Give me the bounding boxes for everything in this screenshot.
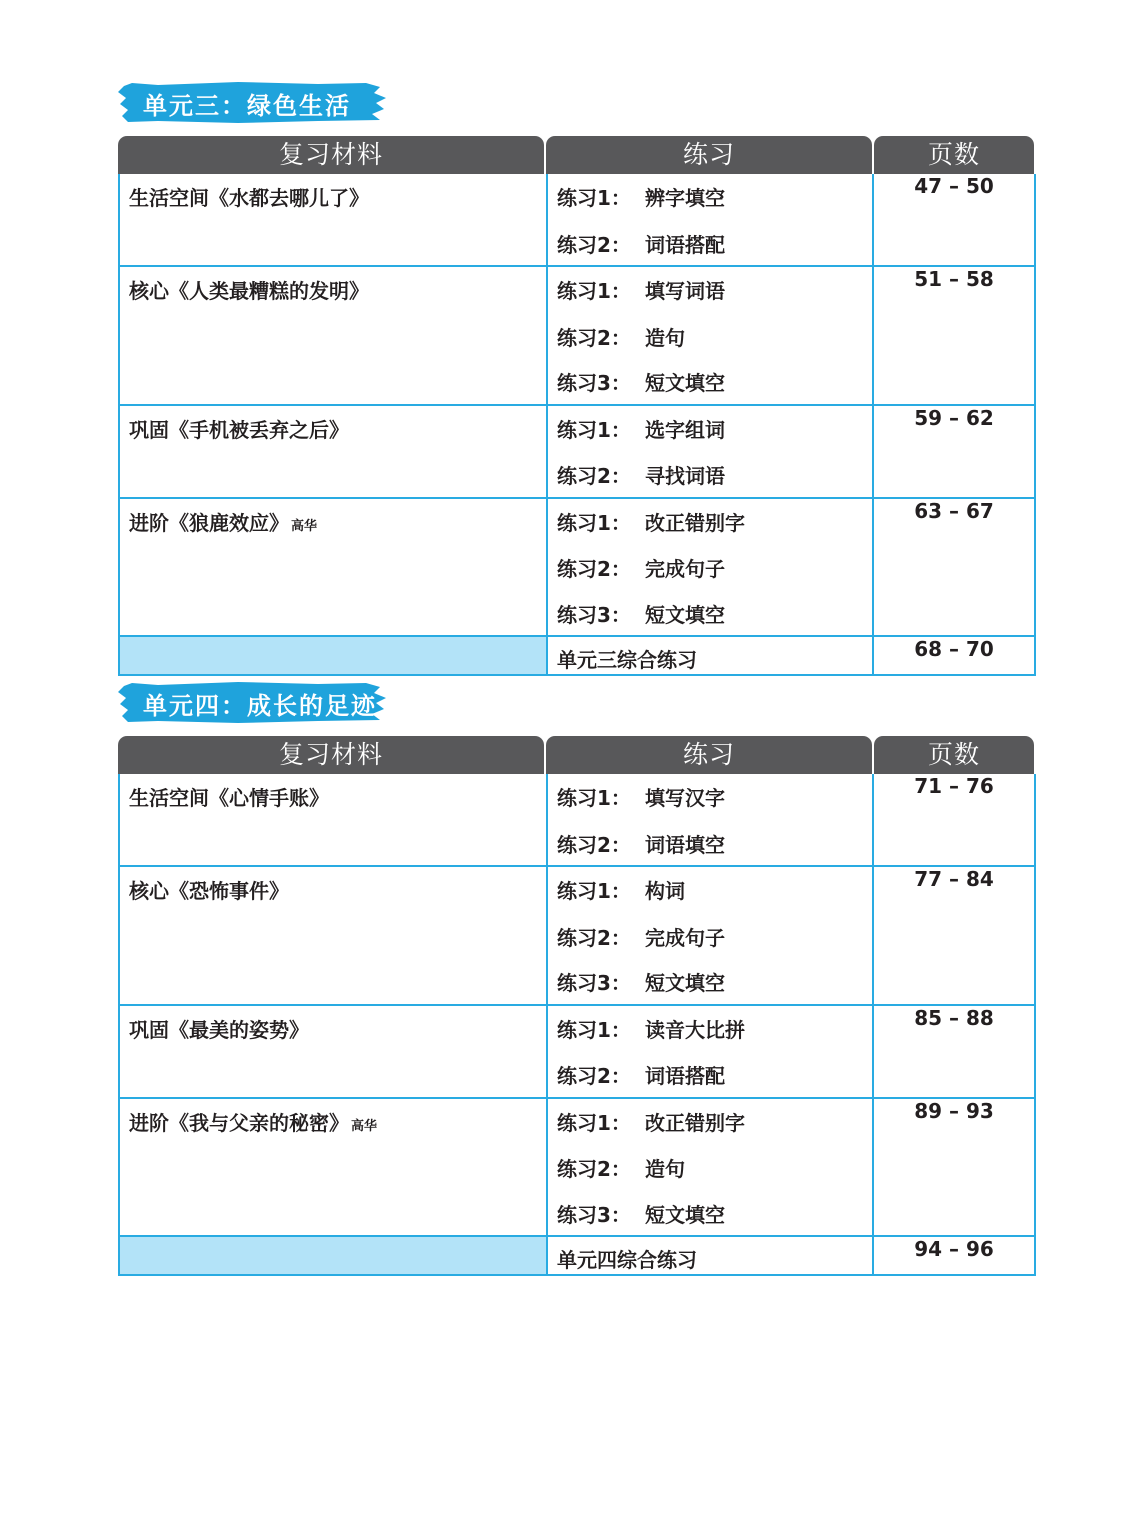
exercise-number: 练习1：: [557, 186, 631, 210]
exercise-item: [548, 220, 872, 266]
summary-row: [119, 636, 1035, 675]
header-material: 复习材料: [118, 136, 544, 174]
exercise-number: 练习2：: [557, 1064, 631, 1088]
table-row: [119, 1098, 1035, 1237]
exercise-cell: [547, 866, 873, 1005]
material-title: [120, 867, 546, 904]
material-text: 进阶《我与父亲的秘密》: [129, 1110, 349, 1135]
exercise-number: 练习1：: [557, 417, 631, 442]
exercise-number: 练习1：: [557, 879, 631, 903]
exercise-name: 完成句子: [645, 925, 725, 950]
material-title: [120, 267, 546, 304]
material-text: 巩固《最美的姿势》: [129, 1017, 309, 1042]
exercise-number: 练习1：: [557, 1110, 631, 1135]
page-range: 51 – 58: [873, 266, 1035, 405]
exercise-name: 选字组词: [645, 417, 725, 442]
page-range: 63 – 67: [873, 498, 1035, 637]
material-cell: [119, 405, 547, 498]
exercise-cell: [547, 1098, 873, 1237]
exercise-name: 短文填空: [645, 602, 725, 627]
material-text: 进阶《狼鹿效应》: [129, 510, 289, 535]
material-title: [120, 499, 546, 536]
exercise-number: 练习2：: [557, 232, 631, 257]
material-text: 核心《人类最糟糕的发明》: [129, 279, 369, 303]
header-material: 复习材料: [118, 736, 544, 774]
material-note: 高华: [291, 518, 318, 534]
summary-label: 单元三综合练习: [557, 648, 697, 672]
table-header: [118, 736, 1034, 774]
summary-page-range: 94 – 96: [873, 1236, 1035, 1275]
exercise-number: 练习2：: [557, 557, 631, 581]
header-pages: 页数: [874, 736, 1034, 774]
exercise-item: [548, 267, 872, 313]
table-row: [119, 266, 1035, 405]
exercise-cell: [547, 405, 873, 498]
summary-exercise-cell: [547, 1236, 873, 1275]
exercise-name: 读音大比拼: [645, 1017, 745, 1042]
exercise-name: 改正错别字: [645, 1110, 745, 1135]
exercise-item: [548, 406, 872, 452]
exercise-cell: [547, 498, 873, 637]
exercise-number: 练习3：: [557, 1202, 631, 1227]
exercise-number: 练习2：: [557, 832, 631, 857]
unit-section: [118, 680, 1034, 1276]
exercise-item: [548, 820, 872, 866]
page-range: 85 – 88: [873, 1005, 1035, 1098]
exercise-cell: [547, 1005, 873, 1098]
exercise-name: 短文填空: [645, 1202, 725, 1227]
exercise-item: [548, 958, 872, 1004]
exercise-cell: [547, 774, 873, 866]
exercise-name: 造句: [645, 1157, 685, 1181]
page-range: 47 – 50: [873, 174, 1035, 266]
exercise-cell: [547, 266, 873, 405]
exercise-name: 造句: [645, 325, 685, 350]
summary-row: [119, 1236, 1035, 1275]
page-range: 71 – 76: [873, 774, 1035, 866]
exercise-number: 练习3：: [557, 371, 631, 395]
table-row: [119, 174, 1035, 266]
page-range: 89 – 93: [873, 1098, 1035, 1237]
unit-title-banner: [118, 680, 390, 724]
material-text: 生活空间《心情手账》: [129, 786, 329, 810]
material-title: [120, 174, 546, 211]
exercise-item: [548, 1190, 872, 1236]
exercise-item: [548, 1051, 872, 1097]
summary-page-range: 68 – 70: [873, 636, 1035, 675]
exercise-item: [548, 913, 872, 959]
exercise-item: [548, 499, 872, 545]
unit-title: 单元四：成长的足迹: [143, 692, 377, 720]
exercise-name: 填写词语: [645, 279, 725, 303]
material-title: [120, 1099, 546, 1136]
summary-blank-cell: [119, 636, 547, 675]
table-header: [118, 136, 1034, 174]
material-cell: [119, 866, 547, 1005]
exercise-number: 练习1：: [557, 1017, 631, 1042]
exercise-number: 练习1：: [557, 786, 631, 810]
summary-label: 单元四综合练习: [557, 1248, 697, 1272]
material-cell: [119, 1005, 547, 1098]
material-text: 生活空间《水都去哪儿了》: [129, 186, 369, 210]
exercise-name: 词语搭配: [645, 232, 725, 257]
exercise-name: 词语搭配: [645, 1064, 725, 1088]
material-text: 核心《恐怖事件》: [129, 879, 289, 903]
exercise-item: [548, 867, 872, 913]
exercise-name: 短文填空: [645, 371, 725, 395]
table-row: [119, 498, 1035, 637]
header-exercise: 练习: [546, 136, 872, 174]
header-pages: 页数: [874, 136, 1034, 174]
exercise-number: 练习2：: [557, 925, 631, 950]
summary-blank-cell: [119, 1236, 547, 1275]
exercise-item: [548, 1144, 872, 1190]
exercise-item: [548, 313, 872, 359]
page-range: 59 – 62: [873, 405, 1035, 498]
unit-title-banner: [118, 80, 390, 124]
material-title: [120, 406, 546, 443]
exercise-name: 填写汉字: [645, 786, 725, 810]
page-range: 77 – 84: [873, 866, 1035, 1005]
exercise-name: 改正错别字: [645, 510, 745, 535]
material-note: 高华: [351, 1118, 378, 1134]
exercise-item: [548, 1099, 872, 1145]
material-title: [120, 774, 546, 811]
exercise-item: [548, 358, 872, 404]
exercise-number: 练习2：: [557, 464, 631, 488]
table-row: [119, 774, 1035, 866]
exercise-number: 练习2：: [557, 325, 631, 350]
header-exercise: 练习: [546, 736, 872, 774]
exercise-item: [548, 774, 872, 820]
exercise-item: [548, 451, 872, 497]
unit-title: 单元三：绿色生活: [143, 92, 351, 120]
material-cell: [119, 266, 547, 405]
material-cell: [119, 174, 547, 266]
exercise-number: 练习2：: [557, 1157, 631, 1181]
material-cell: [119, 1098, 547, 1237]
exercise-number: 练习1：: [557, 279, 631, 303]
exercise-item: [548, 1006, 872, 1052]
exercise-name: 辨字填空: [645, 186, 725, 210]
exercise-cell: [547, 174, 873, 266]
exercise-name: 完成句子: [645, 557, 725, 581]
exercise-number: 练习3：: [557, 602, 631, 627]
exercise-name: 短文填空: [645, 971, 725, 995]
exercise-number: 练习3：: [557, 971, 631, 995]
material-cell: [119, 498, 547, 637]
table-row: [119, 405, 1035, 498]
exercise-number: 练习1：: [557, 510, 631, 535]
material-cell: [119, 774, 547, 866]
table-row: [119, 866, 1035, 1005]
toc-table: [118, 174, 1036, 676]
exercise-name: 寻找词语: [645, 464, 725, 488]
material-text: 巩固《手机被丢弃之后》: [129, 417, 349, 442]
toc-table: [118, 774, 1036, 1276]
exercise-item: [548, 174, 872, 220]
exercise-name: 构词: [645, 879, 685, 903]
exercise-item: [548, 544, 872, 590]
unit-section: [118, 80, 1034, 676]
table-row: [119, 1005, 1035, 1098]
summary-exercise-cell: [547, 636, 873, 675]
exercise-item: [548, 590, 872, 636]
material-title: [120, 1006, 546, 1043]
exercise-name: 词语填空: [645, 832, 725, 857]
